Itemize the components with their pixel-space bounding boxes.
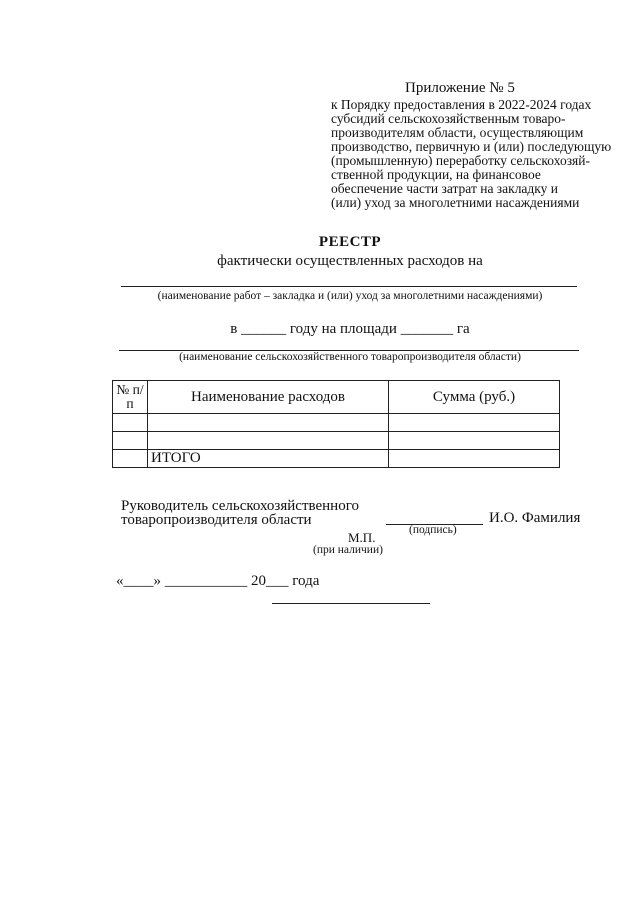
document-title-text: РЕЕСТР	[318, 234, 382, 250]
year-area-line: в ______ году на площади _______ га	[230, 321, 470, 337]
table-cell	[389, 414, 560, 432]
work-name-line	[121, 286, 577, 287]
head-name: И.О. Фамилия	[489, 510, 581, 526]
table-row	[113, 432, 560, 450]
head-title-line: товаропроизводителя области	[121, 512, 312, 528]
table-row	[113, 414, 560, 432]
stamp-note: (при наличии)	[313, 544, 383, 556]
column-header-name: Наименование расходов	[148, 381, 389, 414]
producer-caption: (наименование сельскохозяйственного товаропроизводителя области)	[179, 351, 521, 363]
appendix-line: обеспечение части затрат на закладку и	[331, 181, 559, 196]
document-title	[0, 234, 635, 251]
expenses-table	[112, 380, 560, 468]
head-title-line: Руководитель сельскохозяйственного	[121, 498, 359, 514]
table-cell	[113, 432, 148, 450]
appendix-line: (промышленную) переработку сельскохозяй-	[331, 153, 590, 168]
work-caption: (наименование работ – закладка и (или) уход за многолетними насаждениями)	[157, 290, 543, 302]
total-sum-cell	[389, 450, 560, 468]
appendix-line: ственной продукции, на финансовое	[331, 167, 541, 182]
signature-caption: (подпись)	[409, 524, 457, 536]
table-cell	[113, 414, 148, 432]
appendix-description	[331, 97, 612, 210]
appendix-line: к Порядку предоставления в 2022-2024 годах	[331, 97, 592, 112]
appendix-title: Приложение № 5	[405, 80, 515, 96]
document-subtitle: фактически осуществленных расходов на	[217, 253, 483, 269]
table-cell	[113, 450, 148, 468]
column-header-sum: Сумма (руб.)	[389, 381, 560, 414]
appendix-line: производителям области, осуществляющим	[331, 125, 584, 140]
table-total-row	[113, 450, 560, 468]
appendix-line: производство, первичную и (или) последующую	[331, 139, 612, 154]
head-title	[121, 499, 359, 527]
table-cell	[148, 432, 389, 450]
appendix-line: (или) уход за многолетними насаждениями	[331, 195, 580, 210]
table-cell	[148, 414, 389, 432]
total-label: ИТОГО	[148, 450, 389, 468]
stamp-place: М.П.	[348, 530, 376, 545]
table-header-row	[113, 381, 560, 414]
date-underline	[272, 603, 430, 604]
date-line: «____» ___________ 20___ года	[116, 573, 320, 589]
column-header-number: № п/п	[113, 381, 148, 414]
table-cell	[389, 432, 560, 450]
appendix-line: субсидий сельскохозяйственным товаро-	[331, 111, 566, 126]
